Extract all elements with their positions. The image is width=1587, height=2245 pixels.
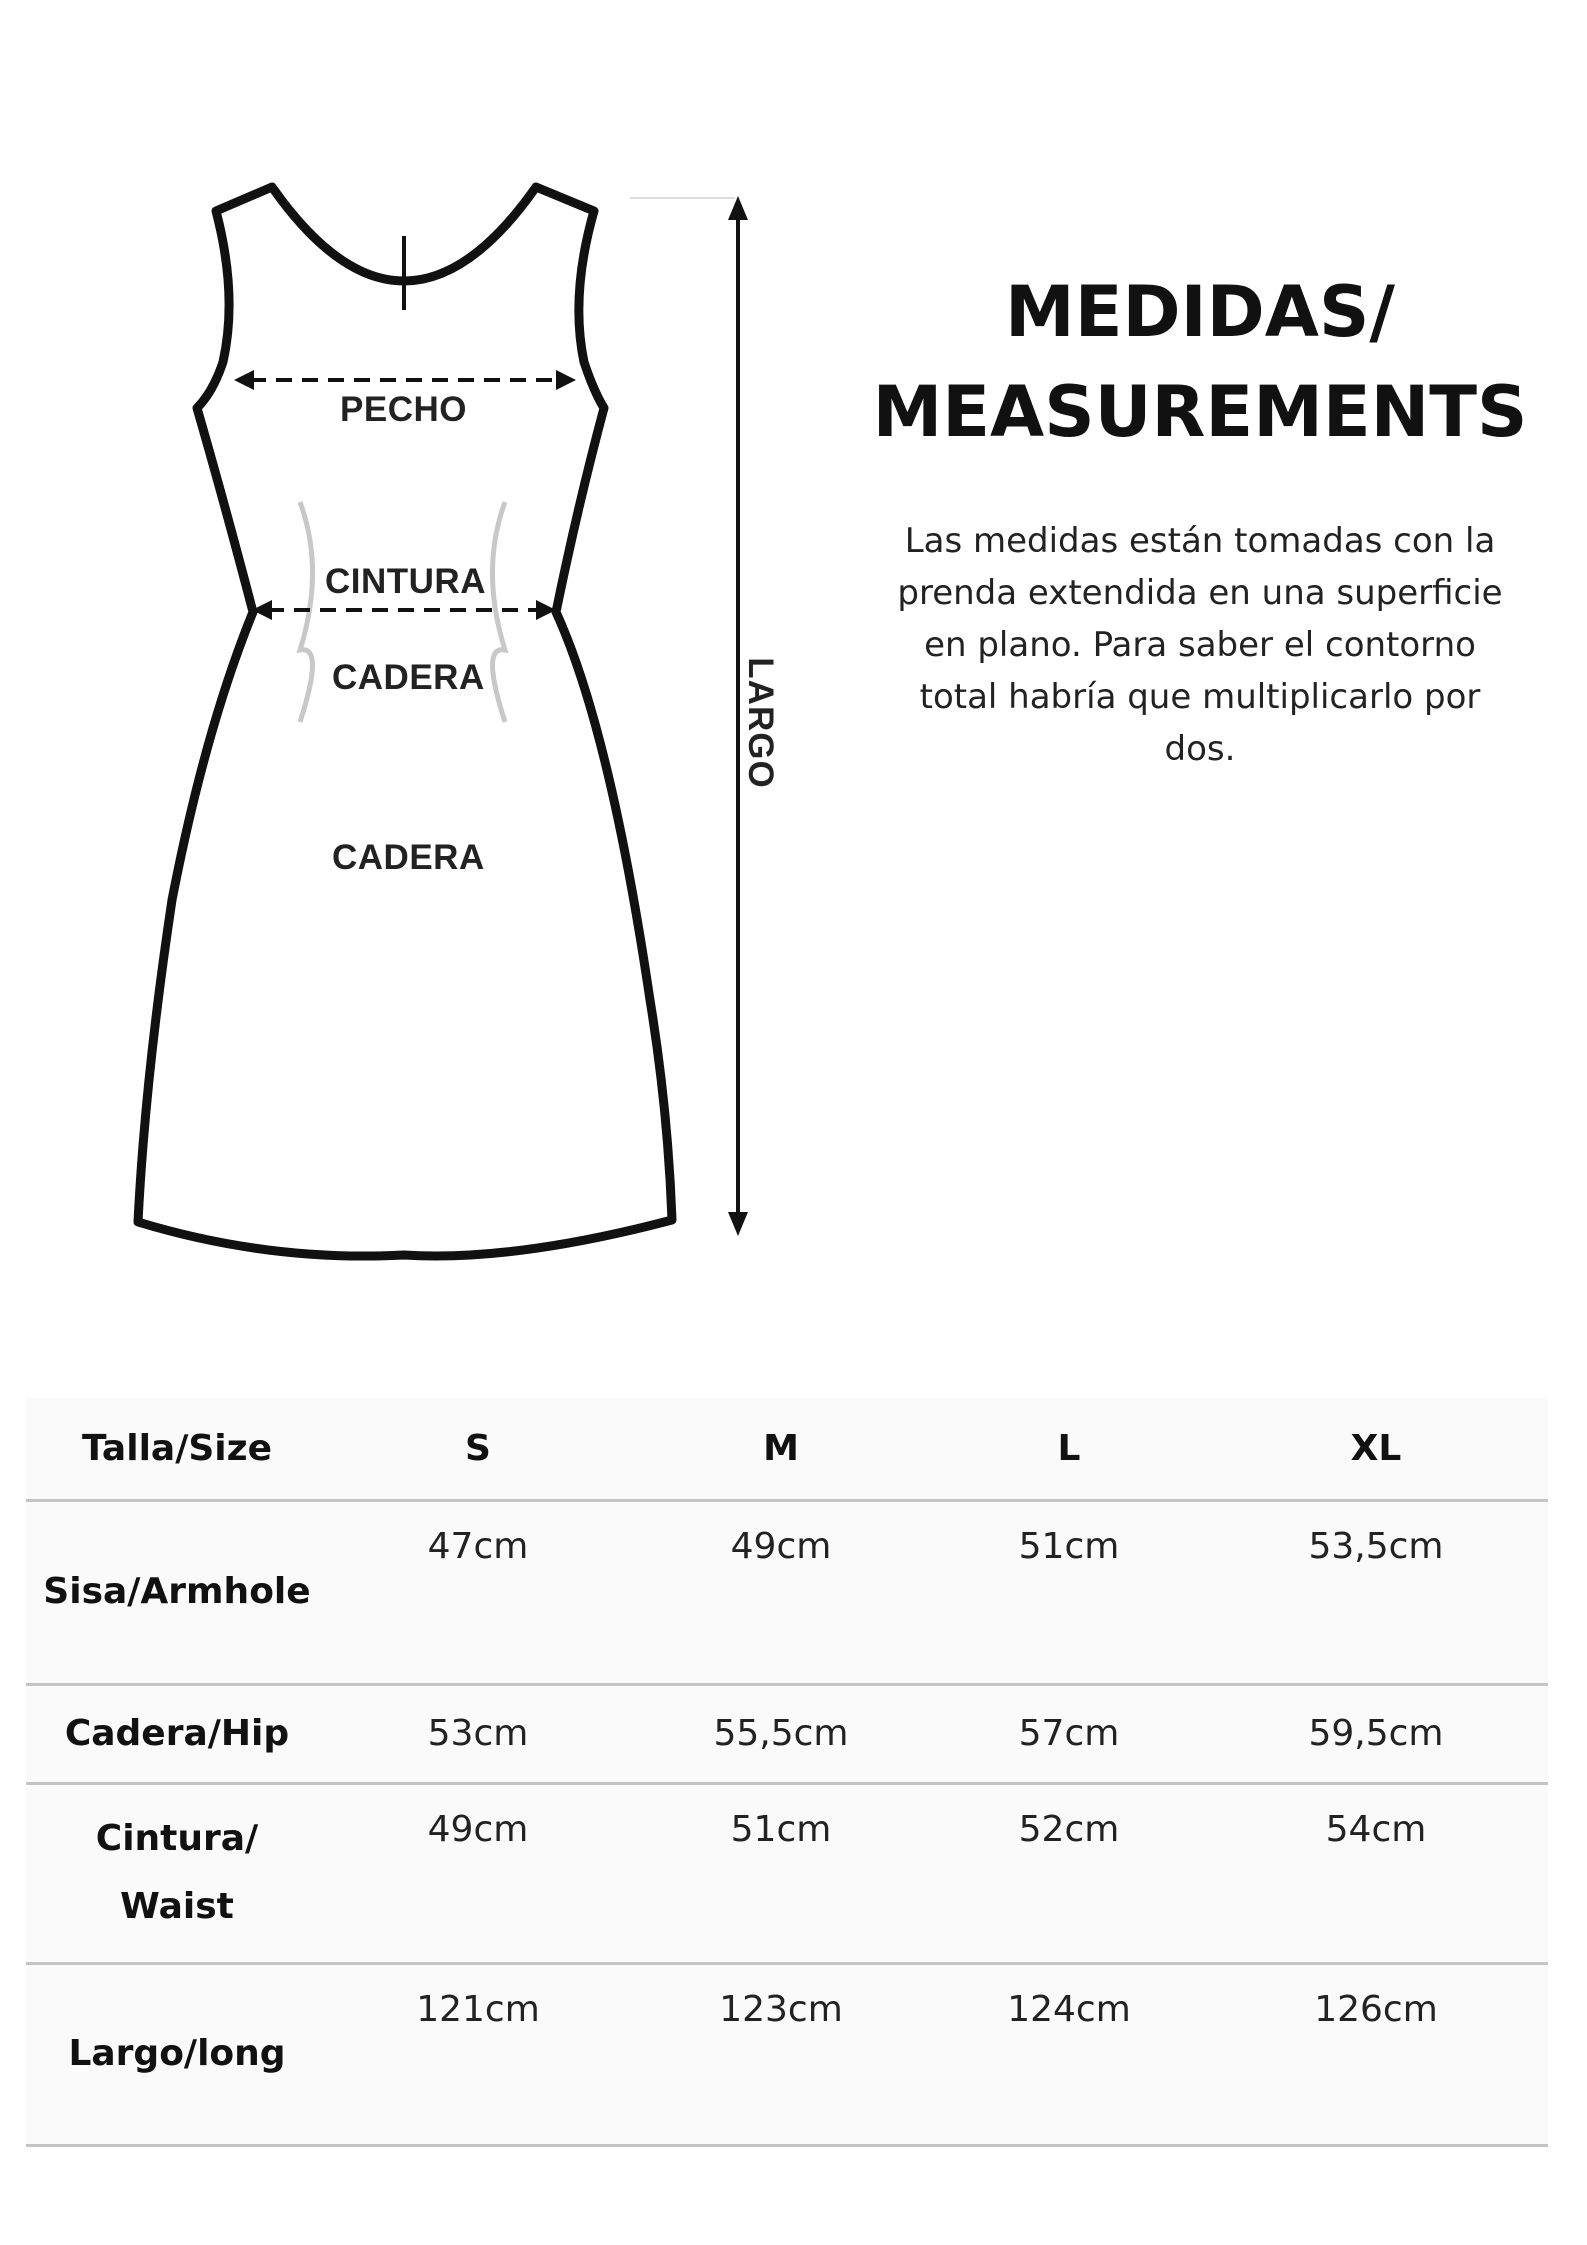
table-cell: 123cm xyxy=(719,1988,843,2030)
table-cell: 124cm xyxy=(1007,1988,1131,2030)
table-cell: 53cm xyxy=(427,1713,529,1754)
table-cell: 47cm xyxy=(427,1525,529,1567)
dress-outline xyxy=(138,187,672,1256)
corner-header: Talla/Size xyxy=(82,1427,272,1469)
table-cell: 59,5cm xyxy=(1308,1713,1444,1754)
size-chart-table xyxy=(26,1398,1548,2147)
size-header-m: M xyxy=(763,1427,799,1469)
table-cell: 51cm xyxy=(730,1808,832,1850)
size-header-l: L xyxy=(1057,1427,1081,1469)
row-label-text: Waist xyxy=(120,1886,234,1927)
table-cell: 49cm xyxy=(730,1525,832,1567)
title-line-1: MEDIDAS/ xyxy=(1005,271,1395,353)
row-label-text: Largo/long xyxy=(68,2033,286,2074)
hip-label-lower: CADERA xyxy=(332,838,485,877)
table-header-row xyxy=(26,1398,1548,1500)
table-cell: 57cm xyxy=(1018,1713,1120,1754)
table-row-length xyxy=(26,1963,1548,2145)
table-cell: 53,5cm xyxy=(1308,1525,1444,1567)
table-cell: 126cm xyxy=(1314,1988,1438,2030)
table-cell: 49cm xyxy=(427,1808,529,1850)
row-label-length xyxy=(26,1963,328,2145)
table-cell: 121cm xyxy=(416,1988,540,2030)
hip-label-upper: CADERA xyxy=(332,658,485,697)
length-label: LARGO xyxy=(741,657,780,789)
size-header-xl: XL xyxy=(1350,1427,1402,1469)
table-cell: 51cm xyxy=(1018,1525,1120,1567)
table-cell: 52cm xyxy=(1018,1808,1120,1850)
table-cell: 54cm xyxy=(1325,1808,1427,1850)
row-label-text: Cadera/Hip xyxy=(64,1712,290,1754)
waist-label: CINTURA xyxy=(325,562,486,601)
title-line-2: MEASUREMENTS xyxy=(872,371,1528,453)
size-header-s: S xyxy=(465,1427,491,1469)
page-title xyxy=(870,262,1530,462)
table-cell: 55,5cm xyxy=(713,1713,849,1754)
row-label-hip xyxy=(26,1684,328,1783)
table-row-armhole xyxy=(26,1500,1548,1684)
measurement-description: Las medidas están tomadas con la prenda extendida en una superficie en plano. Para saber el contorno total habría que multiplicarlo por dos. xyxy=(897,521,1503,769)
row-label-waist xyxy=(26,1783,328,1963)
row-label-text: Cintura/ xyxy=(95,1818,259,1859)
table-row-hip xyxy=(26,1684,1548,1783)
row-label-armhole xyxy=(26,1500,328,1684)
table-row-waist xyxy=(26,1783,1548,1963)
row-label-text: Sisa/Armhole xyxy=(43,1571,311,1612)
chest-label: PECHO xyxy=(340,390,467,429)
